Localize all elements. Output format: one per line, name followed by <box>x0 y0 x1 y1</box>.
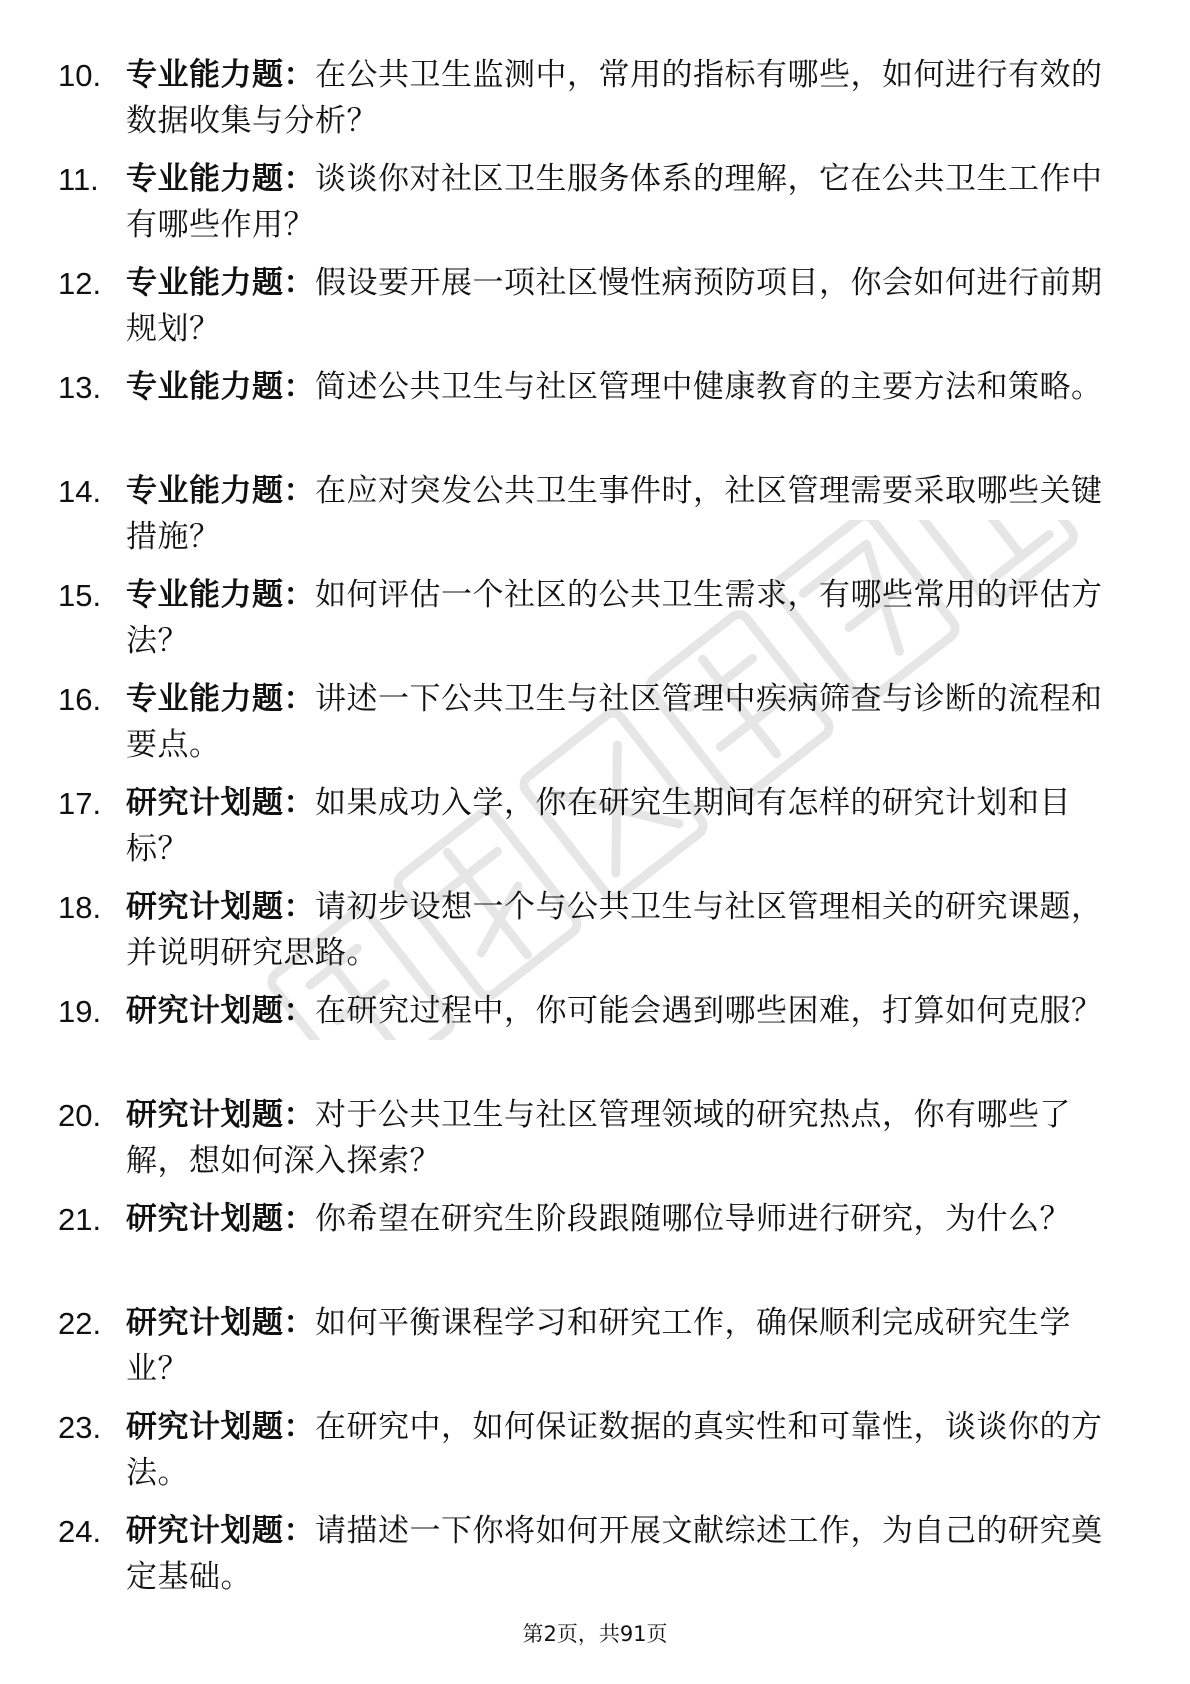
question-text: 请描述一下你将如何开展文献综述工作，为自己的研究奠定基础。 <box>126 1513 1103 1595</box>
question-body <box>126 572 1110 664</box>
question-number: 16. <box>58 682 102 717</box>
question-category: 研究计划题： <box>126 1513 315 1549</box>
question-text: 请初步设想一个与公共卫生与社区管理相关的研究课题，并说明研究思路。 <box>126 889 1103 971</box>
question-item <box>0 880 1190 984</box>
question-body <box>126 1404 1110 1496</box>
page-indicator: 第2页，共91页 <box>522 1622 668 1646</box>
question-text: 如何评估一个社区的公共卫生需求，有哪些常用的评估方法？ <box>126 577 1103 659</box>
question-body <box>126 1508 1110 1600</box>
question-list <box>0 48 1190 1608</box>
question-category: 专业能力题： <box>126 161 315 197</box>
question-body <box>126 1196 1110 1242</box>
question-body <box>126 156 1110 248</box>
question-number: 13. <box>58 370 102 405</box>
question-category: 研究计划题： <box>126 889 315 925</box>
question-category: 专业能力题： <box>126 473 315 509</box>
question-body <box>126 468 1110 560</box>
question-number: 11. <box>58 162 99 197</box>
question-category: 专业能力题： <box>126 577 315 613</box>
question-body <box>126 364 1110 410</box>
question-category: 研究计划题： <box>126 1201 315 1237</box>
question-category: 专业能力题： <box>126 681 315 717</box>
question-body <box>126 52 1110 144</box>
question-item <box>0 464 1190 568</box>
question-number: 17. <box>58 786 102 821</box>
question-category: 研究计划题： <box>126 1305 315 1341</box>
question-number: 14. <box>58 474 102 509</box>
question-category: 研究计划题： <box>126 1409 315 1445</box>
question-number: 18. <box>58 890 102 925</box>
question-text: 假设要开展一项社区慢性病预防项目，你会如何进行前期规划？ <box>126 265 1103 347</box>
question-number: 15. <box>58 578 102 613</box>
question-item <box>0 1192 1190 1296</box>
question-item <box>0 1504 1190 1608</box>
question-category: 专业能力题： <box>126 369 315 405</box>
question-number: 10. <box>58 58 102 93</box>
question-number: 21. <box>58 1202 102 1237</box>
question-category: 研究计划题： <box>126 1097 315 1133</box>
question-body <box>126 884 1110 976</box>
question-item <box>0 568 1190 672</box>
question-number: 23. <box>58 1410 102 1445</box>
question-number: 20. <box>58 1098 102 1133</box>
question-body <box>126 676 1110 768</box>
question-item <box>0 984 1190 1088</box>
question-text: 在应对突发公共卫生事件时，社区管理需要采取哪些关键措施？ <box>126 473 1103 555</box>
question-number: 24. <box>58 1514 102 1549</box>
question-body <box>126 780 1110 872</box>
question-item <box>0 672 1190 776</box>
question-item <box>0 48 1190 152</box>
question-text: 如何平衡课程学习和研究工作，确保顺利完成研究生学业？ <box>126 1305 1071 1387</box>
question-text: 在研究中，如何保证数据的真实性和可靠性，谈谈你的方法。 <box>126 1409 1103 1491</box>
page-footer <box>0 1620 1190 1648</box>
question-category: 研究计划题： <box>126 993 315 1029</box>
question-item <box>0 360 1190 464</box>
question-text: 你希望在研究生阶段跟随哪位导师进行研究，为什么？ <box>315 1201 1071 1237</box>
question-body <box>126 1092 1110 1184</box>
question-text: 如果成功入学，你在研究生期间有怎样的研究计划和目标？ <box>126 785 1071 867</box>
question-text: 在研究过程中，你可能会遇到哪些困难，打算如何克服？ <box>315 993 1103 1029</box>
question-body <box>126 1300 1110 1392</box>
question-item <box>0 1088 1190 1192</box>
question-category: 专业能力题： <box>126 57 315 93</box>
question-text: 讲述一下公共卫生与社区管理中疾病筛查与诊断的流程和要点。 <box>126 681 1103 763</box>
question-item <box>0 256 1190 360</box>
question-number: 12. <box>58 266 102 301</box>
question-body <box>126 260 1110 352</box>
question-text: 简述公共卫生与社区管理中健康教育的主要方法和策略。 <box>315 369 1103 405</box>
question-number: 19. <box>58 994 102 1029</box>
question-category: 专业能力题： <box>126 265 315 301</box>
question-text: 谈谈你对社区卫生服务体系的理解，它在公共卫生工作中有哪些作用？ <box>126 161 1103 243</box>
question-text: 对于公共卫生与社区管理领域的研究热点，你有哪些了解，想如何深入探索？ <box>126 1097 1071 1179</box>
question-item <box>0 1400 1190 1504</box>
question-item <box>0 152 1190 256</box>
question-item <box>0 776 1190 880</box>
question-text: 在公共卫生监测中，常用的指标有哪些，如何进行有效的数据收集与分析？ <box>126 57 1103 139</box>
question-item <box>0 1296 1190 1400</box>
question-body <box>126 988 1110 1034</box>
question-category: 研究计划题： <box>126 785 315 821</box>
question-number: 22. <box>58 1306 102 1341</box>
